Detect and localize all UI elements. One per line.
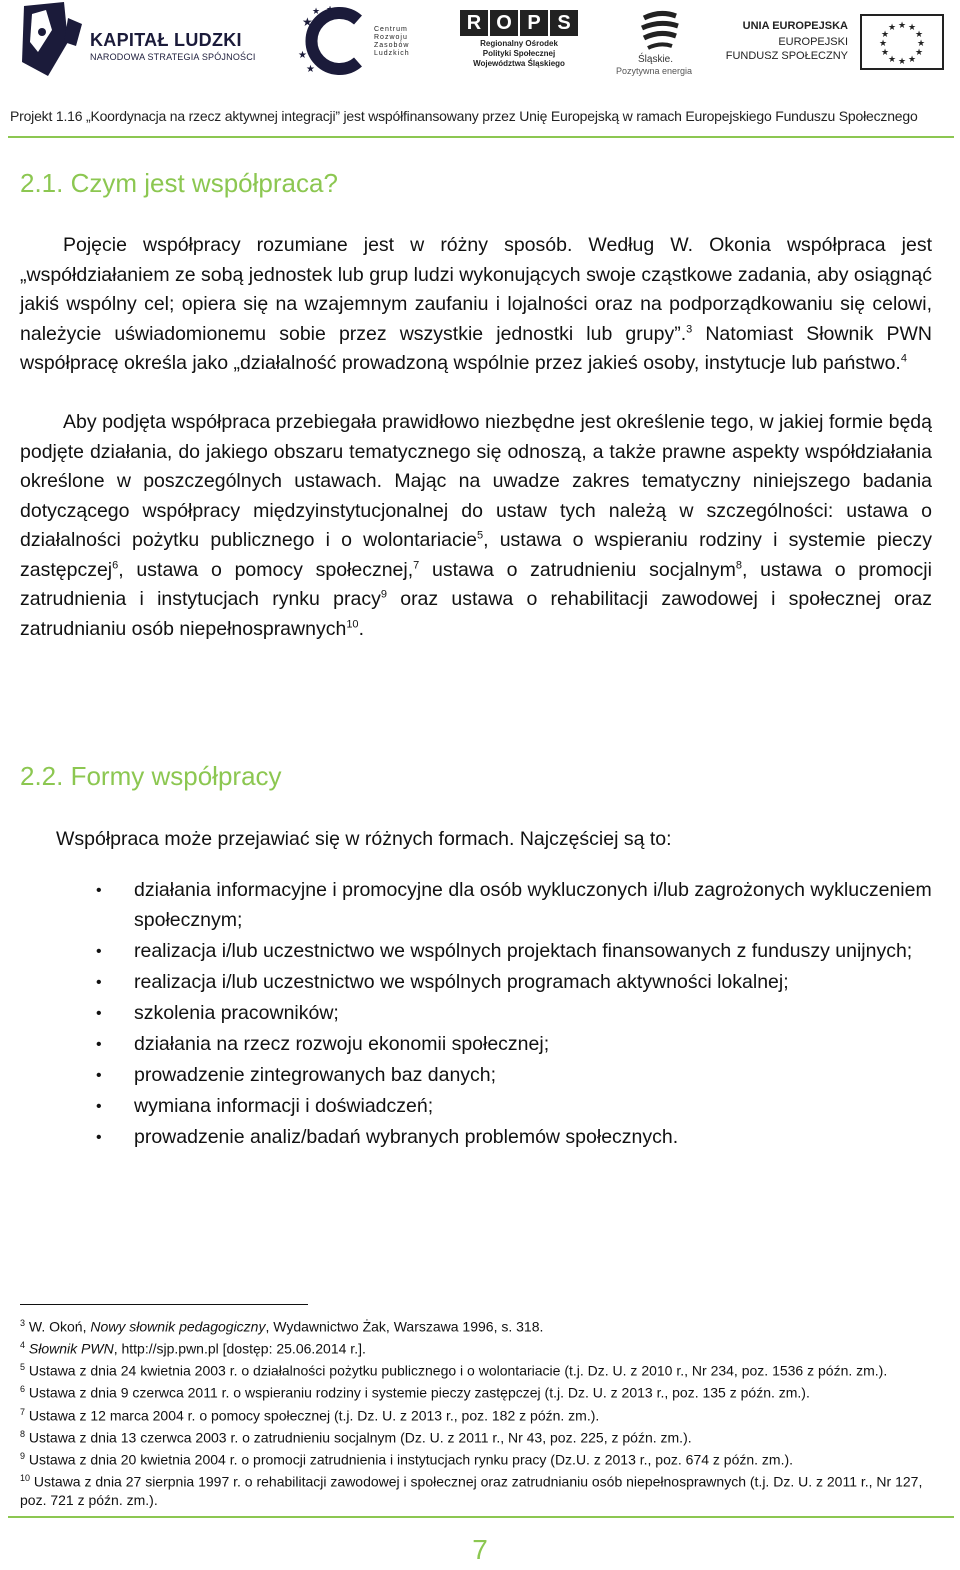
footnote-5: $^5$ Ustawa z dnia 24 kwietnia 2003 r. o działalności pożytku publicznego i o wolontariacie (t.j. Dz. U. z 2010 r., Nr 234, poz. 1536 z późn. zm.). <box>20 1362 888 1379</box>
footnote-ref[interactable]: 5 <box>476 529 484 542</box>
rops-letter: S <box>550 10 578 36</box>
svg-text:★: ★ <box>898 21 907 31</box>
footer-divider <box>8 1516 954 1518</box>
footnote-9: $^9$ Ustawa z dnia 20 kwietnia 2004 r. o promocji zatrudnienia i instytucjach rynku pracy (Dz.U. z 2013 r., poz. 674 z późn. zm.). <box>20 1450 794 1468</box>
rops-letter: R <box>460 10 488 36</box>
svg-text:★: ★ <box>312 7 321 17</box>
slaskie-emblem-icon <box>636 8 686 52</box>
svg-text:★: ★ <box>879 39 888 49</box>
ue-subtitle-1: EUROPEJSKI <box>778 36 848 48</box>
section-heading-2-1: 2.1. Czym jest współpraca? <box>20 168 338 198</box>
header-logos <box>0 0 960 88</box>
crzl-emblem-icon <box>298 6 374 76</box>
footnote-ref[interactable]: 3 <box>686 323 693 335</box>
kapital-ludzki-logo <box>18 2 268 78</box>
paragraph-legal-aspects: Aby podjęta współpraca przebiegała prawidłowo niezbędne jest określenie tego, w jakiej formie będą podjęte działania, do jakiego obszaru tematycznego się odnoszą, a także prawne aspekty współdziałania określone w poszczególnych ustawach. Mając na uwadze zakres tematyczny niniejszego badania dotyczącego współpracy międzyinstytucjonalnej do ustaw tych należą w szczególności: ustawa o działalności pożytku publicznego i o wolontariacie$^5$, ustawa o wspieraniu rodziny i systemie pieczy zastępczej$^6$, ustawa o pomocy społecznej,$^7$ ustawa o zatrudnieniu socjalnym$^8$, ustawa o promocji zatrudnienia i instytucjach rynku pracy$^9$ oraz ustawa o rehabilitacji zawodowej i społecznej oraz zatrudnianiu osób niepełnosprawnych$^{10}$. <box>20 411 932 640</box>
ue-subtitle-2: FUNDUSZ SPOŁECZNY <box>725 50 848 62</box>
svg-text:★: ★ <box>888 23 897 33</box>
kapital-ludzki-title: KAPITAŁ LUDZKI <box>90 30 242 50</box>
forms-list <box>96 876 932 1154</box>
list-item: • prowadzenie analiz/badań wybranych problemów społecznych. <box>96 1123 932 1153</box>
svg-text:★: ★ <box>908 23 917 33</box>
rops-logo <box>458 10 580 76</box>
list-item: • wymiana informacji i doświadczeń; <box>96 1092 932 1122</box>
paragraph-definition: Pojęcie współpracy rozumiane jest w różny sposób. Według W. Okonia współpraca jest „współdziałaniem ze sobą jednostek lub grup ludzi wykonujących swoje cząstkowe zadania, aby osiągnąć jakiś wspólny cel; opiera się na wzajemnym zaufaniu i lojalności oraz na podporządkowaniu się celowi, należycie uświadomionemu sobie przez wszystkie jednostki lub grupy”.$^3$ Natomiast Słownik PWN współpracę określa jako „działalność prowadzoną wspólnie przez jakieś osoby, instytucje lub państwo.$^4$ <box>20 234 933 374</box>
slaskie-logo <box>612 8 702 80</box>
page-number: 7 <box>472 1534 488 1565</box>
footnote-ref[interactable]: 9 <box>380 588 387 601</box>
footnote-ref[interactable]: 4 <box>900 352 907 365</box>
ue-logo <box>725 14 944 74</box>
svg-text:★: ★ <box>326 6 335 15</box>
ue-title: UNIA EUROPEJSKA <box>742 20 848 32</box>
svg-text:★: ★ <box>888 55 897 65</box>
footnote-3: $^3$ W. Okoń, Nowy słownik pedagogiczny, Wydawnictwo Żak, Warszawa 1996, s. 318. <box>20 1318 544 1335</box>
footnote-ref[interactable]: 7 <box>413 559 420 571</box>
footnote-7: $^7$ Ustawa z 12 marca 2004 r. o pomocy społecznej (t.j. Dz. U. z 2013 r., poz. 182 z późn. zm.). <box>20 1406 600 1424</box>
svg-text:★: ★ <box>306 64 315 75</box>
list-item: • działania na rzecz rozwoju ekonomii społecznej; <box>96 1030 932 1060</box>
crzl-text: Centrum Rozwoju Zasobów Ludzkich <box>374 26 410 57</box>
rops-letter: P <box>520 10 548 36</box>
slaskie-tagline: Pozytywna energia <box>616 66 693 76</box>
footnote-ref[interactable]: 10 <box>346 618 359 630</box>
header-divider <box>8 136 954 138</box>
footnote-separator <box>20 1304 308 1305</box>
svg-text:★: ★ <box>898 57 907 67</box>
list-item: • działania informacyjne i promocyjne dla osób wykluczonych i/lub zagrożonych wykluczeniem społecznym; <box>96 876 932 935</box>
footnote-ref[interactable]: 6 <box>112 559 119 571</box>
footnote-4: $^4$ Słownik PWN, http://sjp.pwn.pl [dostęp: 25.06.2014 r.]. <box>20 1340 366 1357</box>
section-heading-2-2: 2.2. Formy współpracy <box>20 761 282 791</box>
footnote-8: $^8$ Ustawa z dnia 13 czerwca 2003 r. o zatrudnieniu socjalnym (Dz. U. z 2011 r., Nr 43, poz. 225, z późn. zm.). <box>20 1428 692 1446</box>
svg-text:★: ★ <box>917 39 926 49</box>
footnote-6: $^6$ Ustawa z dnia 9 czerwca 2011 r. o wspieraniu rodziny i systemie pieczy zastępczej (t.j. Dz. U. z 2013 r., poz. 135 z późn. zm.). <box>20 1384 810 1402</box>
eu-flag <box>860 14 944 70</box>
rops-letter: O <box>490 10 518 36</box>
footnotes <box>20 1314 932 1510</box>
crzl-logo <box>298 6 428 76</box>
project-info-line: Projekt 1.16 „Koordynacja na rzecz aktywnej integracji” jest współfinansowany przez Unię Europejską w ramach Europejskiego Funduszu Społecznego <box>10 108 918 124</box>
svg-text:★: ★ <box>881 48 890 58</box>
forms-intro: Współpraca może przejawiać się w różnych formach. Najczęściej są to: <box>56 828 672 850</box>
svg-text:★: ★ <box>881 30 890 40</box>
svg-text:★: ★ <box>908 55 917 65</box>
eu-stars-icon <box>862 16 942 68</box>
list-item: • prowadzenie zintegrowanych baz danych; <box>96 1061 932 1091</box>
rops-text: Regionalny Ośrodek Polityki Społecznej Województwa Śląskiego <box>473 39 565 68</box>
slaskie-title: Śląskie. <box>638 54 674 65</box>
list-item: • realizacja i/lub uczestnictwo we wspólnych programach aktywności lokalnej; <box>96 968 932 998</box>
footnote-10: $^{10}$ Ustawa z dnia 27 sierpnia 1997 r. o rehabilitacji zawodowej i społecznej oraz zatrudnianiu osób niepełnosprawnych (t.j. Dz. U. z 2011 r., Nr 127, poz. 721 z późn. zm.). <box>20 1473 923 1509</box>
footnote-ref[interactable]: 8 <box>735 559 742 571</box>
list-item: • realizacja i/lub uczestnictwo we wspólnych projektach finansowanych z funduszy unijnych; <box>96 937 932 967</box>
svg-text:★: ★ <box>915 30 924 40</box>
kapital-ludzki-emblem-icon <box>18 2 84 78</box>
kapital-ludzki-subtitle: NARODOWA STRATEGIA SPÓJNOŚCI <box>90 52 256 62</box>
list-item: • szkolenia pracowników; <box>96 999 932 1029</box>
svg-text:★: ★ <box>298 50 307 61</box>
svg-text:★: ★ <box>302 15 313 29</box>
svg-text:★: ★ <box>915 48 924 58</box>
